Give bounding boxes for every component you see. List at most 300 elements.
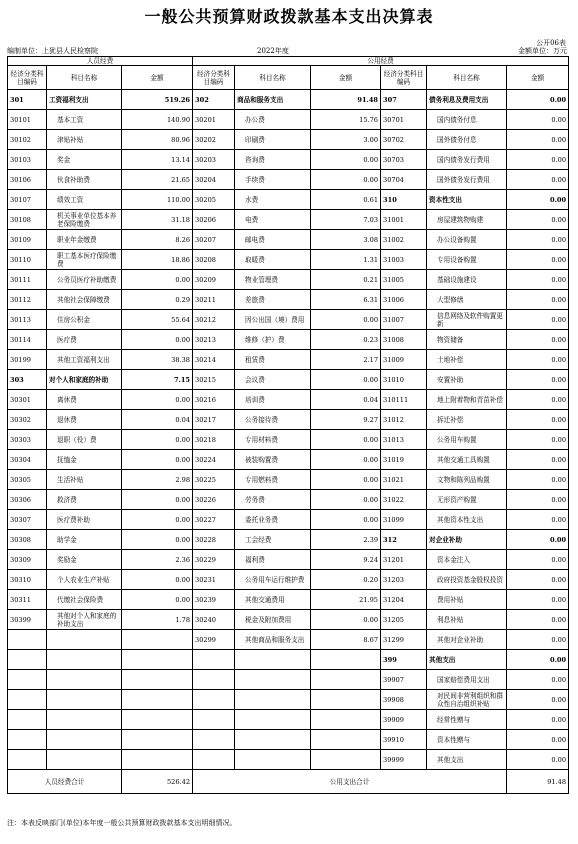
cell-amount: 0.00 <box>507 230 569 250</box>
cell-code: 30113 <box>8 310 47 330</box>
cell-name: 对民间非营利组织和群众性自治组织补贴 <box>427 690 507 710</box>
group-header-row <box>8 57 569 66</box>
cell-name: 其他交通工具购置 <box>427 450 507 470</box>
header-amount: 金额 <box>311 66 381 90</box>
cell-amount: 0.00 <box>122 510 193 530</box>
cell-amount <box>122 630 193 650</box>
cell-code: 30107 <box>8 190 47 210</box>
report-meta <box>7 46 567 56</box>
cell-amount: 1.31 <box>311 250 381 270</box>
cell-name: 国外债务付息 <box>427 130 507 150</box>
cell-name: 住房公积金 <box>47 310 122 330</box>
cell-amount: 0.00 <box>507 210 569 230</box>
expenditure-table <box>7 56 569 794</box>
cell-name: 资本金注入 <box>427 550 507 570</box>
cell-code <box>193 690 235 710</box>
cell-amount: 0.00 <box>311 450 381 470</box>
cell-name: 债务利息及费用支出 <box>427 90 507 110</box>
cell-code: 30308 <box>8 530 47 550</box>
table-row <box>8 230 569 250</box>
header-name: 科目名称 <box>427 66 507 90</box>
group-personnel: 人员经费 <box>8 57 193 66</box>
cell-name: 劳务费 <box>235 490 311 510</box>
cell-amount <box>311 750 381 770</box>
fiscal-year: 2022年度 <box>257 47 289 55</box>
cell-code: 31019 <box>381 450 427 470</box>
cell-code: 31010 <box>381 370 427 390</box>
cell-name: 救济费 <box>47 490 122 510</box>
cell-amount: 0.00 <box>507 330 569 350</box>
cell-name: 大型修缮 <box>427 290 507 310</box>
cell-name <box>235 750 311 770</box>
cell-name: 对企业补助 <box>427 530 507 550</box>
cell-code: 310111 <box>381 390 427 410</box>
cell-amount: 55.64 <box>122 310 193 330</box>
cell-name: 其他工资福利支出 <box>47 350 122 370</box>
cell-code: 30206 <box>193 210 235 230</box>
cell-code: 312 <box>381 530 427 550</box>
cell-name: 基础设施建设 <box>427 270 507 290</box>
cell-code: 30231 <box>193 570 235 590</box>
cell-code: 30307 <box>8 510 47 530</box>
cell-name: 利息补贴 <box>427 610 507 630</box>
cell-name: 信息网络及软件购置更新 <box>427 310 507 330</box>
cell-code <box>193 710 235 730</box>
cell-name: 公务用车运行维护费 <box>235 570 311 590</box>
table-row <box>8 290 569 310</box>
cell-amount: 0.00 <box>507 730 569 750</box>
cell-amount: 0.00 <box>507 290 569 310</box>
cell-name: 专用材料费 <box>235 430 311 450</box>
cell-amount: 38.38 <box>122 350 193 370</box>
cell-amount: 0.00 <box>311 170 381 190</box>
cell-name: 离休费 <box>47 390 122 410</box>
cell-code: 30229 <box>193 550 235 570</box>
cell-amount: 0.00 <box>507 450 569 470</box>
cell-amount: 0.00 <box>507 310 569 330</box>
cell-code: 30201 <box>193 110 235 130</box>
table-row <box>8 330 569 350</box>
public-total-amount: 91.48 <box>507 770 569 794</box>
cell-amount: 0.04 <box>122 410 193 430</box>
table-row <box>8 170 569 190</box>
cell-name: 生活补贴 <box>47 470 122 490</box>
cell-amount: 0.00 <box>507 370 569 390</box>
cell-name: 文物和陈列品购置 <box>427 470 507 490</box>
cell-amount: 0.00 <box>507 490 569 510</box>
table-row <box>8 550 569 570</box>
amount-unit: 金额单位：万元 <box>518 47 567 55</box>
cell-amount: 0.00 <box>122 430 193 450</box>
cell-code: 31021 <box>381 470 427 490</box>
cell-code <box>193 750 235 770</box>
cell-amount: 9.27 <box>311 410 381 430</box>
cell-code: 310 <box>381 190 427 210</box>
cell-code: 301 <box>8 90 47 110</box>
cell-code: 30204 <box>193 170 235 190</box>
cell-name: 专用燃料费 <box>235 470 311 490</box>
cell-amount: 0.00 <box>507 350 569 370</box>
header-code: 经济分类科目编码 <box>381 66 427 90</box>
cell-amount: 0.00 <box>311 470 381 490</box>
cell-amount: 0.00 <box>122 270 193 290</box>
cell-name: 奖励金 <box>47 550 122 570</box>
cell-code: 30112 <box>8 290 47 310</box>
cell-code: 307 <box>381 90 427 110</box>
cell-code: 30216 <box>193 390 235 410</box>
cell-amount: 2.17 <box>311 350 381 370</box>
cell-amount: 0.00 <box>311 310 381 330</box>
cell-code: 30202 <box>193 130 235 150</box>
cell-name: 房屋建筑物购建 <box>427 210 507 230</box>
cell-amount: 0.00 <box>507 250 569 270</box>
cell-amount: 0.00 <box>507 750 569 770</box>
cell-code: 30214 <box>193 350 235 370</box>
cell-code: 31099 <box>381 510 427 530</box>
cell-amount: 519.26 <box>122 90 193 110</box>
cell-amount: 18.86 <box>122 250 193 270</box>
form-number: 公开06表 <box>536 39 566 47</box>
header-code: 经济分类科目编码 <box>8 66 47 90</box>
cell-amount: 80.96 <box>122 130 193 150</box>
cell-name: 其他支出 <box>427 650 507 670</box>
cell-name <box>47 710 122 730</box>
cell-code: 302 <box>193 90 235 110</box>
cell-name <box>235 690 311 710</box>
cell-amount: 0.00 <box>507 130 569 150</box>
group-public: 公用经费 <box>193 57 569 66</box>
cell-amount: 31.18 <box>122 210 193 230</box>
cell-code: 30212 <box>193 310 235 330</box>
cell-name: 邮电费 <box>235 230 311 250</box>
cell-amount: 0.00 <box>507 470 569 490</box>
cell-amount: 0.00 <box>507 390 569 410</box>
cell-name <box>47 750 122 770</box>
cell-code <box>193 670 235 690</box>
cell-code: 31201 <box>381 550 427 570</box>
cell-code: 30108 <box>8 210 47 230</box>
cell-name: 印刷费 <box>235 130 311 150</box>
cell-name: 资本性支出 <box>427 190 507 210</box>
cell-name: 公务用车购置 <box>427 430 507 450</box>
cell-amount: 7.15 <box>122 370 193 390</box>
cell-code: 30228 <box>193 530 235 550</box>
cell-code: 30218 <box>193 430 235 450</box>
cell-amount: 0.04 <box>311 390 381 410</box>
table-row <box>8 150 569 170</box>
cell-name: 税金及附加费用 <box>235 610 311 630</box>
cell-name: 个人农业生产补贴 <box>47 570 122 590</box>
cell-name: 职业年金缴费 <box>47 230 122 250</box>
cell-amount: 2.36 <box>122 550 193 570</box>
cell-amount: 0.00 <box>507 510 569 530</box>
cell-name: 因公出国（境）费用 <box>235 310 311 330</box>
cell-name: 奖金 <box>47 150 122 170</box>
cell-name: 公务员医疗补助缴费 <box>47 270 122 290</box>
table-row <box>8 570 569 590</box>
cell-code: 39909 <box>381 710 427 730</box>
table-row <box>8 370 569 390</box>
cell-amount: 3.00 <box>311 130 381 150</box>
cell-amount: 0.00 <box>507 270 569 290</box>
cell-name: 国内债务发行费用 <box>427 150 507 170</box>
cell-name: 办公费 <box>235 110 311 130</box>
cell-amount: 7.03 <box>311 210 381 230</box>
cell-name: 地上附着物和青苗补偿 <box>427 390 507 410</box>
cell-code <box>8 630 47 650</box>
cell-code: 31001 <box>381 210 427 230</box>
table-row <box>8 490 569 510</box>
cell-amount: 0.00 <box>122 590 193 610</box>
cell-name: 差旅费 <box>235 290 311 310</box>
cell-code: 30311 <box>8 590 47 610</box>
table-row <box>8 390 569 410</box>
cell-amount: 0.00 <box>507 530 569 550</box>
cell-code: 30102 <box>8 130 47 150</box>
cell-name: 医疗费补助 <box>47 510 122 530</box>
cell-amount: 0.00 <box>507 90 569 110</box>
cell-code: 30303 <box>8 430 47 450</box>
cell-amount: 2.39 <box>311 530 381 550</box>
cell-name: 福利费 <box>235 550 311 570</box>
cell-code: 31205 <box>381 610 427 630</box>
cell-name: 退休费 <box>47 410 122 430</box>
cell-name: 无形资产购置 <box>427 490 507 510</box>
cell-code: 30203 <box>193 150 235 170</box>
cell-amount: 0.00 <box>122 450 193 470</box>
totals-row <box>8 770 569 794</box>
cell-amount <box>122 710 193 730</box>
cell-amount: 0.00 <box>507 430 569 450</box>
cell-code: 30306 <box>8 490 47 510</box>
cell-code: 30309 <box>8 550 47 570</box>
cell-amount <box>122 730 193 750</box>
cell-name: 咨询费 <box>235 150 311 170</box>
cell-code: 30224 <box>193 450 235 470</box>
cell-code: 31002 <box>381 230 427 250</box>
cell-amount: 13.14 <box>122 150 193 170</box>
table-row <box>8 410 569 430</box>
public-total-label: 公用支出合计 <box>193 770 507 794</box>
cell-code: 30209 <box>193 270 235 290</box>
cell-name: 费用补贴 <box>427 590 507 610</box>
table-row <box>8 730 569 750</box>
table-row <box>8 470 569 490</box>
personnel-total-amount: 526.42 <box>122 770 193 794</box>
cell-amount: 0.00 <box>507 690 569 710</box>
cell-amount: 0.29 <box>122 290 193 310</box>
cell-code: 39908 <box>381 690 427 710</box>
cell-code <box>193 730 235 750</box>
cell-amount: 0.00 <box>507 110 569 130</box>
cell-amount: 0.00 <box>122 490 193 510</box>
table-row <box>8 650 569 670</box>
cell-code: 30304 <box>8 450 47 470</box>
cell-amount <box>311 690 381 710</box>
cell-name: 医疗费 <box>47 330 122 350</box>
cell-code: 30208 <box>193 250 235 270</box>
cell-name <box>47 670 122 690</box>
cell-code: 30114 <box>8 330 47 350</box>
cell-amount: 0.00 <box>122 330 193 350</box>
cell-amount: 0.61 <box>311 190 381 210</box>
footnote: 注：本表反映部门(单位)本年度一般公共预算财政拨款基本支出明细情况。 <box>7 819 237 827</box>
table-row <box>8 530 569 550</box>
cell-code <box>8 710 47 730</box>
cell-amount: 21.65 <box>122 170 193 190</box>
cell-name <box>47 650 122 670</box>
cell-amount: 0.00 <box>311 150 381 170</box>
cell-name: 专用设备购置 <box>427 250 507 270</box>
cell-name: 委托业务费 <box>235 510 311 530</box>
cell-amount: 6.31 <box>311 290 381 310</box>
cell-amount: 140.90 <box>122 110 193 130</box>
cell-name: 津贴补贴 <box>47 130 122 150</box>
cell-name: 基本工资 <box>47 110 122 130</box>
cell-code: 30101 <box>8 110 47 130</box>
cell-code: 31009 <box>381 350 427 370</box>
cell-amount <box>311 710 381 730</box>
cell-amount: 0.20 <box>311 570 381 590</box>
cell-amount: 1.78 <box>122 610 193 630</box>
cell-code: 31007 <box>381 310 427 330</box>
cell-name: 对个人和家庭的补助 <box>47 370 122 390</box>
cell-amount: 21.95 <box>311 590 381 610</box>
cell-name <box>235 710 311 730</box>
cell-code: 30701 <box>381 110 427 130</box>
cell-amount: 15.76 <box>311 110 381 130</box>
cell-name: 手续费 <box>235 170 311 190</box>
table-row <box>8 690 569 710</box>
cell-name <box>235 670 311 690</box>
cell-name <box>235 730 311 750</box>
cell-amount: 8.26 <box>122 230 193 250</box>
cell-code <box>8 750 47 770</box>
cell-code: 30302 <box>8 410 47 430</box>
cell-code: 30310 <box>8 570 47 590</box>
cell-amount: 0.00 <box>507 610 569 630</box>
cell-amount: 0.00 <box>122 570 193 590</box>
cell-name: 政府投资基金股权投资 <box>427 570 507 590</box>
cell-name: 安置补助 <box>427 370 507 390</box>
cell-amount: 8.67 <box>311 630 381 650</box>
cell-name <box>47 630 122 650</box>
cell-name: 其他资本性支出 <box>427 510 507 530</box>
cell-name: 抚恤金 <box>47 450 122 470</box>
cell-amount: 0.00 <box>311 370 381 390</box>
column-header-row <box>8 66 569 90</box>
cell-amount <box>122 750 193 770</box>
cell-name: 资本性赠与 <box>427 730 507 750</box>
table-row <box>8 710 569 730</box>
table-row <box>8 510 569 530</box>
cell-name: 其他社会保障缴费 <box>47 290 122 310</box>
cell-name: 经常性赠与 <box>427 710 507 730</box>
cell-name <box>47 730 122 750</box>
cell-code: 30213 <box>193 330 235 350</box>
cell-name: 代缴社会保险费 <box>47 590 122 610</box>
cell-code <box>8 690 47 710</box>
cell-code: 30305 <box>8 470 47 490</box>
cell-name: 其他对企业补助 <box>427 630 507 650</box>
cell-name: 维修（护）费 <box>235 330 311 350</box>
table-row <box>8 350 569 370</box>
cell-name: 职工基本医疗保险缴费 <box>47 250 122 270</box>
cell-code: 30399 <box>8 610 47 630</box>
table-row <box>8 210 569 230</box>
cell-code: 30217 <box>193 410 235 430</box>
cell-name: 国内债务付息 <box>427 110 507 130</box>
cell-name: 助学金 <box>47 530 122 550</box>
cell-amount: 0.00 <box>507 550 569 570</box>
cell-name: 会议费 <box>235 370 311 390</box>
cell-amount: 0.00 <box>507 710 569 730</box>
cell-code: 31006 <box>381 290 427 310</box>
cell-name: 物资储备 <box>427 330 507 350</box>
table-row <box>8 590 569 610</box>
cell-amount: 0.00 <box>507 410 569 430</box>
compiling-unit: 编制单位：上犹县人民检察院 <box>7 47 98 55</box>
cell-amount: 0.21 <box>311 270 381 290</box>
table-row <box>8 310 569 330</box>
cell-amount <box>122 650 193 670</box>
cell-code: 30111 <box>8 270 47 290</box>
cell-code: 30299 <box>193 630 235 650</box>
cell-name: 绩效工资 <box>47 190 122 210</box>
cell-amount: 0.00 <box>507 170 569 190</box>
table-row <box>8 250 569 270</box>
cell-name: 工资福利支出 <box>47 90 122 110</box>
cell-amount: 0.23 <box>311 330 381 350</box>
header-code: 经济分类科目编码 <box>193 66 235 90</box>
cell-name: 租赁费 <box>235 350 311 370</box>
personnel-total-label: 人员经费合计 <box>8 770 122 794</box>
cell-amount: 0.00 <box>507 590 569 610</box>
cell-code: 30199 <box>8 350 47 370</box>
cell-code: 30704 <box>381 170 427 190</box>
cell-name: 取暖费 <box>235 250 311 270</box>
cell-amount: 0.00 <box>507 190 569 210</box>
cell-name: 水费 <box>235 190 311 210</box>
cell-code: 30215 <box>193 370 235 390</box>
table-row <box>8 630 569 650</box>
cell-code: 30207 <box>193 230 235 250</box>
cell-code: 30239 <box>193 590 235 610</box>
table-row <box>8 430 569 450</box>
table-row <box>8 270 569 290</box>
cell-code: 30702 <box>381 130 427 150</box>
header-amount: 金额 <box>122 66 193 90</box>
cell-name: 办公设备购置 <box>427 230 507 250</box>
cell-code: 39910 <box>381 730 427 750</box>
cell-name: 物业管理费 <box>235 270 311 290</box>
cell-amount: 0.00 <box>122 530 193 550</box>
cell-name: 工会经费 <box>235 530 311 550</box>
cell-code: 30225 <box>193 470 235 490</box>
cell-code <box>8 650 47 670</box>
cell-code: 30109 <box>8 230 47 250</box>
table-row <box>8 610 569 630</box>
cell-name: 退职（役）费 <box>47 430 122 450</box>
cell-code: 39999 <box>381 750 427 770</box>
cell-amount: 91.48 <box>311 90 381 110</box>
cell-amount: 2.98 <box>122 470 193 490</box>
header-amount: 金额 <box>507 66 569 90</box>
cell-name: 其他商品和服务支出 <box>235 630 311 650</box>
cell-code: 399 <box>381 650 427 670</box>
cell-code <box>8 730 47 750</box>
cell-code: 31013 <box>381 430 427 450</box>
